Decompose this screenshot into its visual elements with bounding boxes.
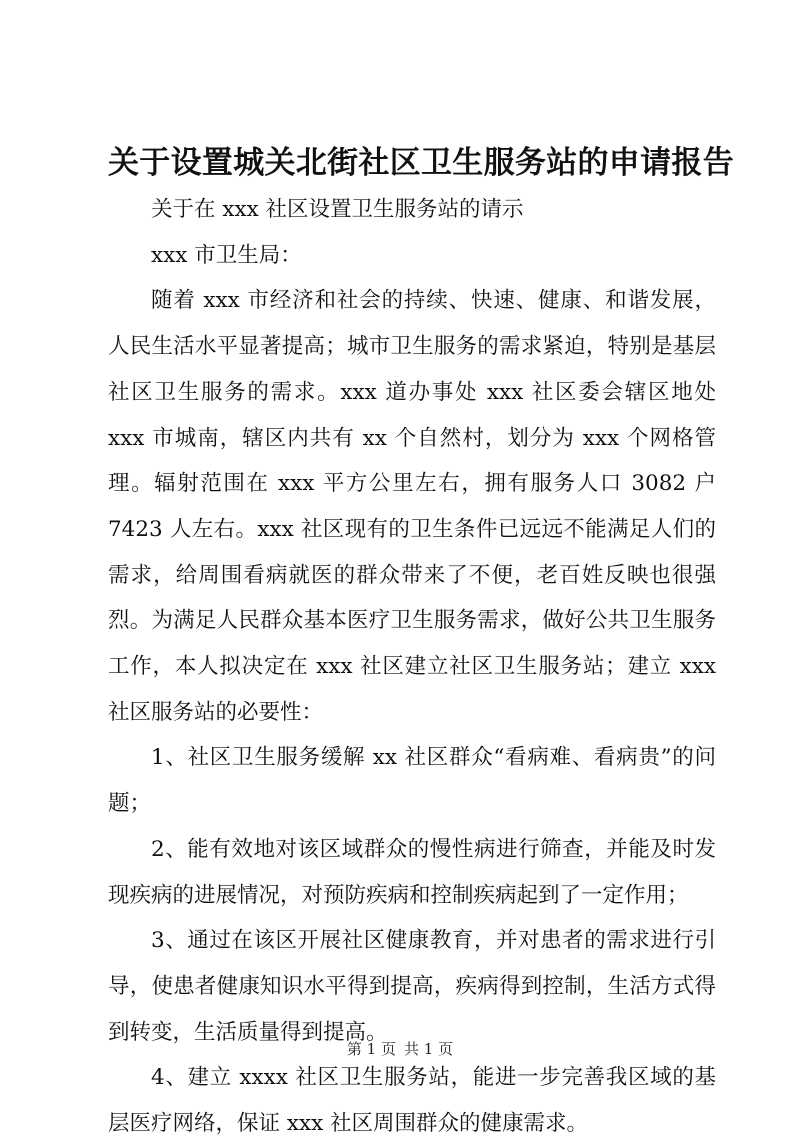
page-footer bbox=[0, 1038, 800, 1060]
document-body bbox=[108, 187, 716, 1147]
page-total: 共 1 页 bbox=[404, 1040, 454, 1058]
paragraph-point-4: 4、建立 xxxx 社区卫生服务站，能进一步完善我区域的基层医疗网络，保证 xxx 社区周围群众的健康需求。 bbox=[108, 1065, 716, 1137]
salutation: xxx 市卫生局： bbox=[151, 242, 302, 268]
paragraph-point-3: 3、通过在该区开展社区健康教育，并对患者的需求进行引导，使患者健康知识水平得到提高，疾病得到控制，生活方式得到转变，生活质量得到提高。 bbox=[108, 928, 716, 1045]
document-title: 关于设置城关北街社区卫生服务站的申请报告 bbox=[108, 145, 734, 181]
page-number: 第 1 页 bbox=[346, 1040, 396, 1058]
paragraph-point-1: 1、社区卫生服务缓解 xx 社区群众“看病难、看病贵”的问题； bbox=[108, 745, 716, 817]
document-subtitle: 关于在 xxx 社区设置卫生服务站的请示 bbox=[151, 197, 524, 222]
paragraph-intro: 随着 xxx 市经济和社会的持续、快速、健康、和谐发展，人民生活水平显著提高；城市卫生服务的需求紧迫，特别是基层社区卫生服务的需求。xxx 道办事处 xxx 社区委会辖区地处 xxx 市城南，辖区内共有 xx 个自然村，划分为 xxx 个网格管理。辐射范围在 xxx 平方公里左右，拥有服务人口 3082 户 7423 人左右。xxx 社区现有的卫生条件已远远不能满足人们的需求，给周围看病就医的群众带来了不便，老百姓反映也很强烈。为满足人民群众基本医疗卫生服务需求，做好公共卫生服务工作，本人拟决定在 xxx 社区建立社区卫生服务站；建立 xxx 社区服务站的必要性： bbox=[108, 288, 716, 725]
paragraph-point-2: 2、能有效地对该区域群众的慢性病进行筛查，并能及时发现疾病的进展情况，对预防疾病和控制疾病起到了一定作用； bbox=[108, 836, 716, 908]
